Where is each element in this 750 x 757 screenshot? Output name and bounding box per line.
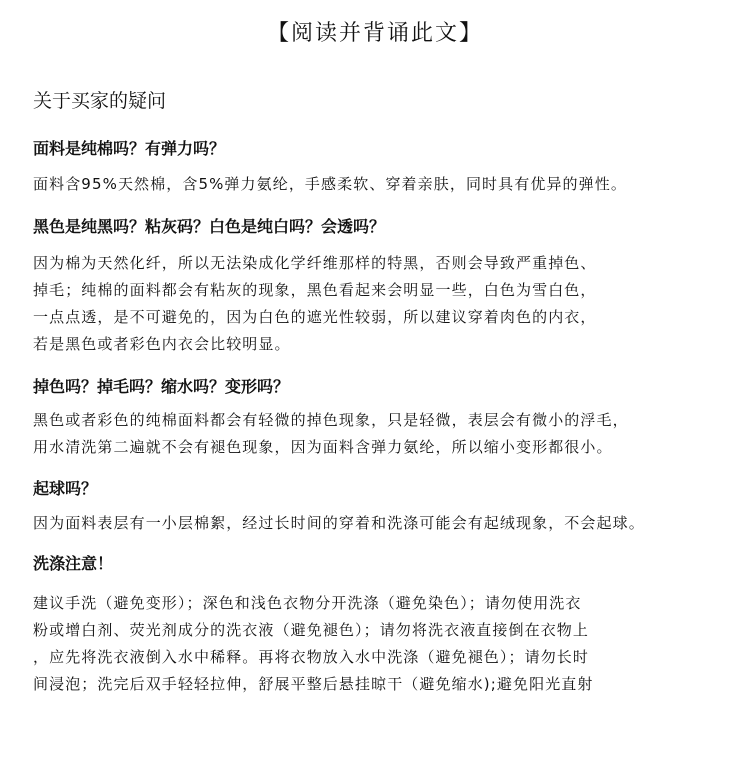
faq-question-fabric: 面料是纯棉吗？有弹力吗？: [33, 139, 226, 158]
faq-question-fading: 掉色吗？掉毛吗？缩水吗？变形吗？: [33, 377, 290, 396]
section-title: 关于买家的疑问: [33, 90, 167, 112]
page-title: 【阅读并背诵此文】: [266, 21, 483, 46]
faq-answer-line: 掉毛；纯棉的面料都会有粘灰的现象，黑色看起来会明显一些，白色为雪白色，: [33, 281, 597, 299]
faq-answer-line: 因为棉为天然化纤，所以无法染成化学纤维那样的特黑，否则会导致严重掉色、: [33, 254, 597, 272]
faq-answer-line: 若是黑色或者彩色内衣会比较明显。: [33, 335, 291, 353]
faq-answer-line: 粉或增白剂、荧光剂成分的洗衣液（避免褪色）；请勿将洗衣液直接倒在衣物上: [33, 621, 590, 639]
faq-answer-line: 用水清洗第二遍就不会有褪色现象，因为面料含弹力氨纶，所以缩小变形都很小。: [33, 438, 613, 456]
faq-answer-line: 建议手洗（避免变形）；深色和浅色衣物分开洗涤（避免染色）；请勿使用洗衣: [33, 594, 582, 612]
faq-answer-line: 间浸泡；洗完后双手轻轻拉伸，舒展平整后悬挂晾干（避免缩水);避免阳光直射: [33, 675, 594, 693]
faq-question-color: 黑色是纯黑吗？粘灰码？白色是纯白吗？会透吗？: [33, 217, 386, 236]
faq-answer-line: 面料含95%天然棉，含5%弹力氨纶，手感柔软、穿着亲肤，同时具有优异的弹性。: [33, 175, 627, 193]
faq-answer-line: 黑色或者彩色的纯棉面料都会有轻微的掉色现象，只是轻微，表层会有微小的浮毛，: [33, 411, 629, 429]
faq-question-pilling: 起球吗？: [33, 479, 98, 498]
faq-answer-line: 因为面料表层有一小层棉絮，经过长时间的穿着和洗涤可能会有起绒现象，不会起球。: [33, 514, 645, 532]
faq-answer-line: 一点点透，是不可避免的，因为白色的遮光性较弱，所以建议穿着肉色的内衣，: [33, 308, 597, 326]
faq-answer-line: ，应先将洗衣液倒入水中稀释。再将衣物放入水中洗涤（避免褪色）；请勿长时: [33, 648, 590, 666]
faq-question-washing: 洗涤注意！: [33, 554, 114, 573]
